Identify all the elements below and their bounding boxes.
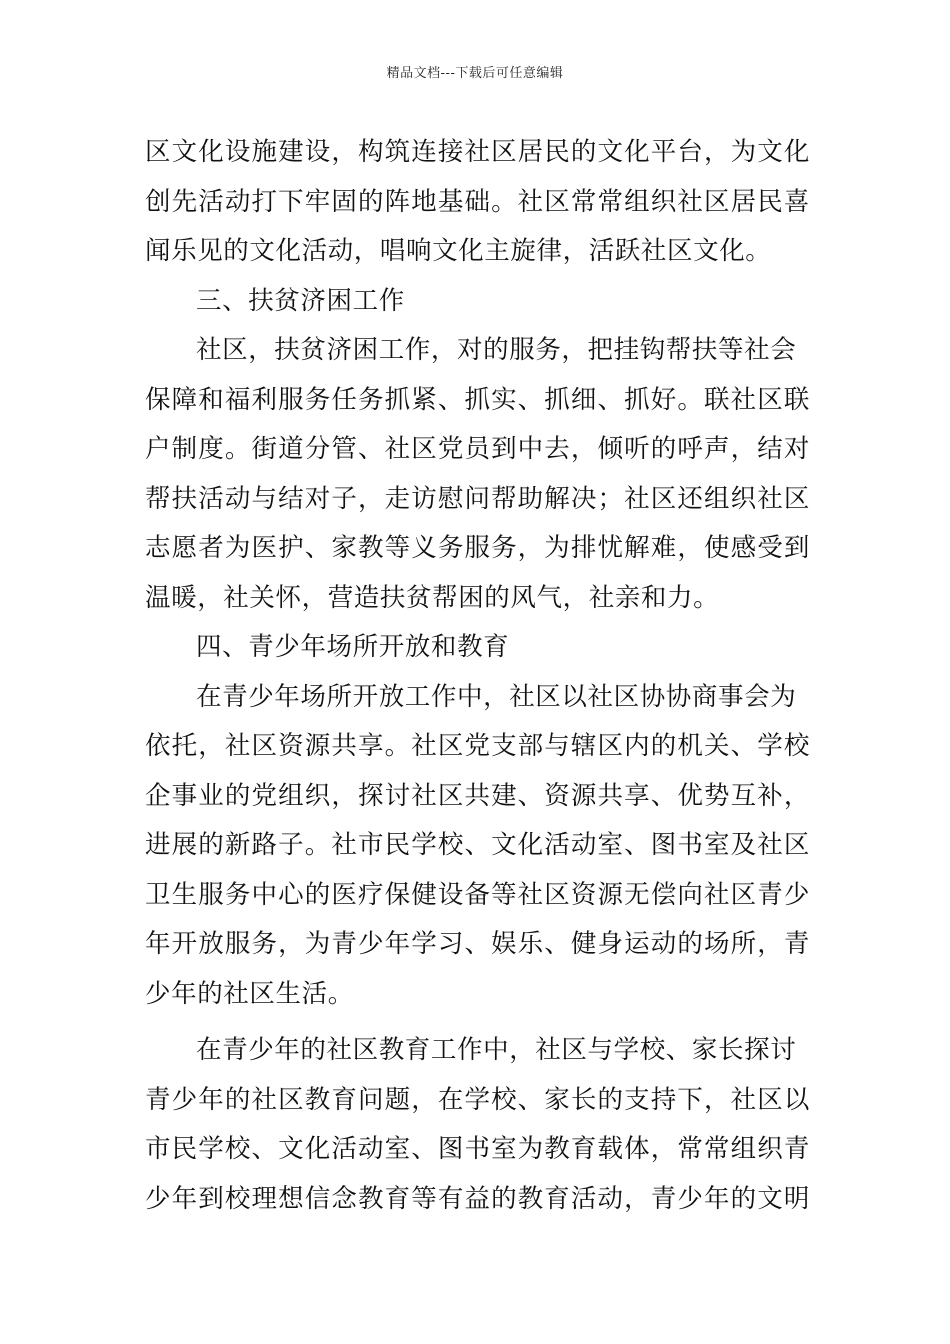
section-heading: 三、扶贫济困工作 — [196, 285, 405, 316]
paragraph-line: 在青少年场所开放工作中，社区以社区协协商事会为 — [196, 681, 797, 712]
paragraph-line: 志愿者为医护、家教等义务服务，为排忧解难，使感受到 — [145, 533, 810, 563]
paragraph-line: 依托，社区资源共享。社区党支部与辖区内的机关、学校 — [145, 731, 810, 761]
page-header: 精品文档---下载后可任意编辑 — [386, 66, 564, 81]
paragraph-line: 区文化设施建设，构筑连接社区居民的文化平台，为文化 — [145, 137, 810, 167]
paragraph-line: 少年到校理想信念教育等有益的教育活动，青少年的文明 — [145, 1183, 810, 1214]
paragraph-line: 闻乐见的文化活动，唱响文化主旋律，活跃社区文化。 — [145, 236, 772, 266]
document-body — [145, 128, 810, 1224]
paragraph-line: 帮扶活动与结对子，走访慰问帮助解决；社区还组织社区 — [145, 483, 810, 514]
paragraph-line: 进展的新路子。社市民学校、文化活动室、图书室及社区 — [145, 830, 810, 860]
paragraph-line: 少年的社区生活。 — [145, 978, 354, 1009]
paragraph-line: 保障和福利服务任务抓紧、抓实、抓细、抓好。联社区联 — [145, 384, 810, 415]
paragraph-line: 卫生服务中心的医疗保健设备等社区资源无偿向社区青少 — [145, 879, 810, 910]
paragraph-line: 年开放服务，为青少年学习、娱乐、健身运动的场所，青 — [145, 929, 810, 959]
paragraph-line: 户制度。街道分管、社区党员到中去，倾听的呼声，结对 — [145, 434, 810, 464]
section-heading: 四、青少年场所开放和教育 — [196, 632, 510, 662]
paragraph-spacer — [145, 1019, 810, 1026]
paragraph-line: 青少年的社区教育问题，在学校、家长的支持下，社区以 — [145, 1084, 810, 1115]
paragraph-line: 在青少年的社区教育工作中，社区与学校、家长探讨 — [196, 1035, 797, 1065]
paragraph-line: 社区，扶贫济困工作，对的服务，把挂钩帮扶等社会 — [196, 335, 797, 365]
paragraph-line: 创先活动打下牢固的阵地基础。社区常常组织社区居民喜 — [145, 186, 810, 217]
paragraph-line: 市民学校、文化活动室、图书室为教育载体，常常组织青 — [145, 1134, 810, 1164]
paragraph-line: 温暖，社关怀，营造扶贫帮困的风气，社亲和力。 — [145, 582, 720, 613]
paragraph-line: 企事业的党组织，探讨社区共建、资源共享、优势互补， — [145, 780, 810, 811]
